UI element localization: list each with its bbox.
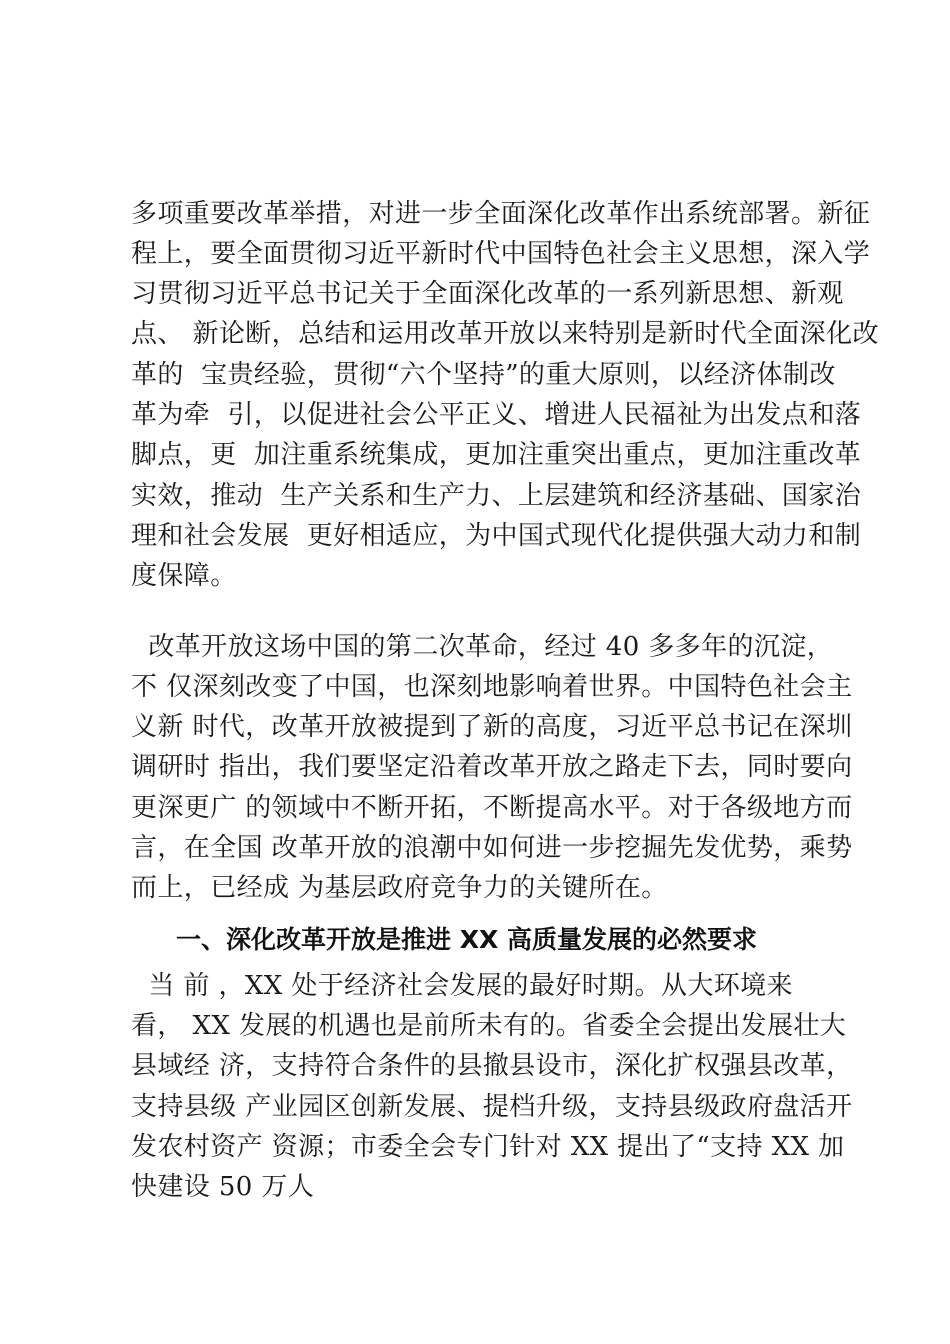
text-line: 实效，推动 生产关系和生产力、上层建筑和经济基础、国家治	[131, 481, 862, 511]
text-line: 度保障。	[131, 561, 237, 591]
section-heading: 一、深化改革开放是推进 XX 高质量发展的必然要求	[176, 925, 757, 954]
text-line: 习贯彻习近平总书记关于全面深化改革的一系列新思想、新观	[131, 279, 844, 309]
text-line: 革为牵 引，以促进社会公平正义、增进人民福祉为出发点和落	[131, 400, 862, 430]
text-line: 调研时 指出，我们要坚定沿着改革开放之路走下去，同时要向	[131, 752, 853, 782]
text-line: 当 前 ，XX 处于经济社会发展的最好时期。从大环境来	[131, 971, 793, 1001]
text-line: 支持县级 产业园区创新发展、提档升级，支持县级政府盘活开	[131, 1092, 853, 1122]
text-line: 脚点，更 加注重系统集成，更加注重突出重点，更加注重改革	[131, 440, 862, 470]
text-line: 看， XX 发展的机遇也是前所未有的。省委全会提出发展壮大	[131, 1011, 847, 1041]
text-line: 多项重要改革举措，对进一步全面深化改革作出系统部署。新征	[131, 199, 871, 229]
text-line: 县域经 济，支持符合条件的县撤县设市，深化扩权强县改革，	[131, 1051, 853, 1081]
text-line: 更深更广 的领域中不断开拓，不断提高水平。对于各级地方而	[131, 793, 853, 823]
text-line: 程上，要全面贯彻习近平新时代中国特色社会主义思想，深入学	[131, 239, 871, 269]
text-line: 改革开放这场中国的第二次革命，经过 40 多多年的沉淀，	[131, 632, 834, 662]
text-line: 革的 宝贵经验，贯彻“六个坚持”的重大原则，以经济体制改	[131, 360, 836, 390]
text-line: 而上，已经成 为基层政府竞争力的关键所在。	[131, 873, 668, 903]
text-line: 点、 新论断，总结和运用改革开放以来特别是新时代全面深化改	[131, 319, 879, 349]
text-line: 快建设 50 万人	[131, 1172, 315, 1202]
text-line: 发农村资产 资源；市委全会专门针对 XX 提出了“支持 XX 加	[131, 1132, 845, 1162]
text-line: 义新 时代，改革开放被提到了新的高度，习近平总书记在深圳	[131, 712, 853, 742]
text-line: 不 仅深刻改变了中国，也深刻地影响着世界。中国特色社会主	[131, 672, 853, 702]
text-line: 言，在全国 改革开放的浪潮中如何进一步挖掘先发优势，乘势	[131, 833, 853, 863]
text-line: 理和社会发展 更好相适应，为中国式现代化提供强大动力和制	[131, 521, 862, 551]
